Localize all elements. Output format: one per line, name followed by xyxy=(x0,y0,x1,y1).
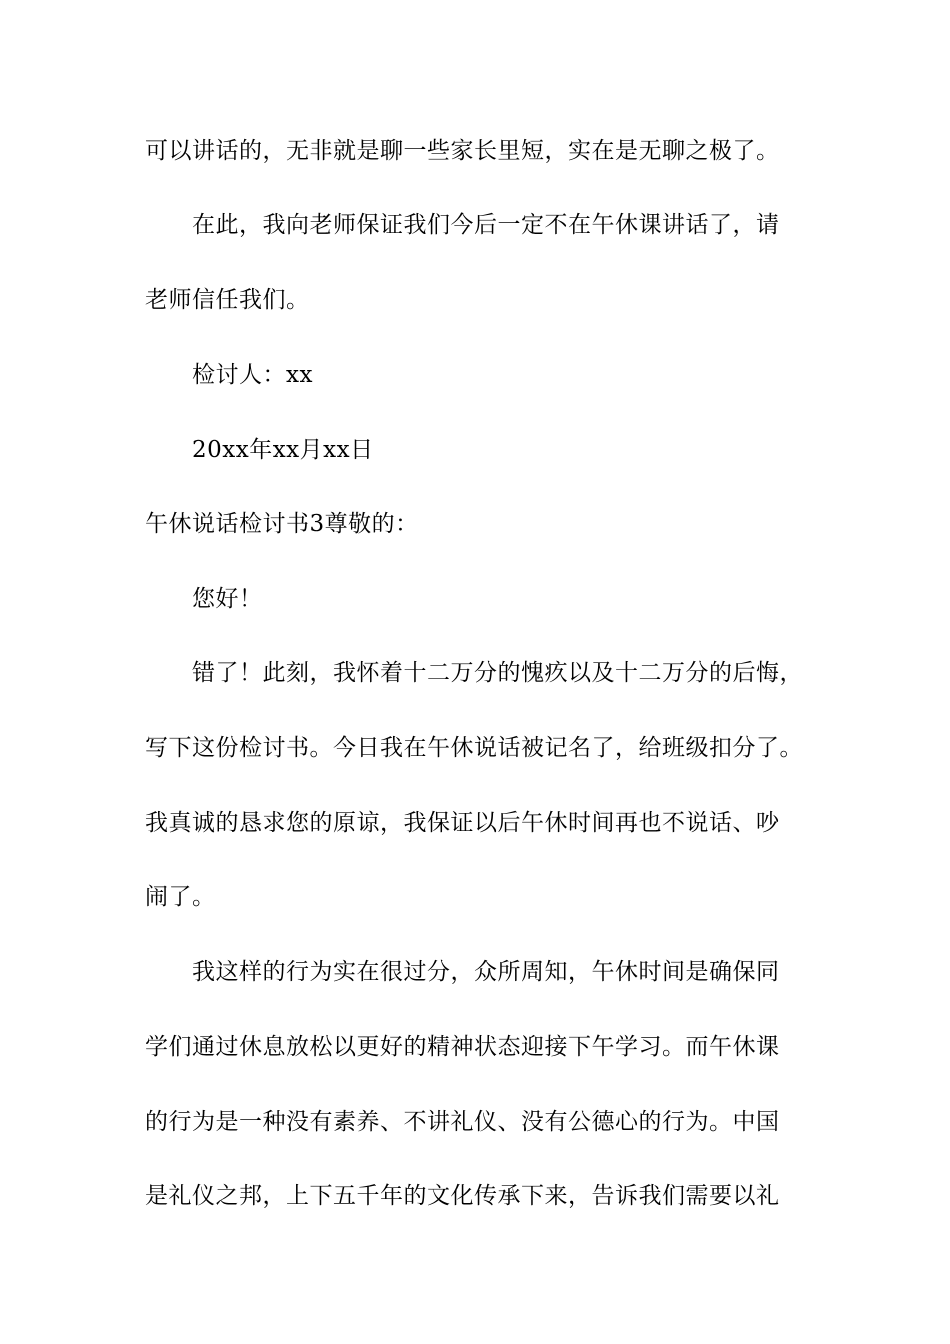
greeting-line: 您好！ xyxy=(192,586,263,612)
text-line-8: 错了！此刻，我怀着十二万分的愧疚以及十二万分的后悔， xyxy=(192,660,803,686)
date-line: 20xx年xx月xx日 xyxy=(192,437,374,463)
text-line-13: 学们通过休息放松以更好的精神状态迎接下午学习。而午休课 xyxy=(145,1034,780,1060)
text-line-1: 可以讲话的，无非就是聊一些家长里短，实在是无聊之极了。 xyxy=(145,138,780,164)
text-line-2: 在此，我向老师保证我们今后一定不在午休课讲话了，请 xyxy=(192,212,780,238)
text-line-14: 的行为是一种没有素养、不讲礼仪、没有公德心的行为。中国 xyxy=(145,1109,780,1135)
text-line-3: 老师信任我们。 xyxy=(145,287,310,313)
text-line-15: 是礼仪之邦，上下五千年的文化传承下来，告诉我们需要以礼 xyxy=(145,1183,780,1209)
text-line-9: 写下这份检讨书。今日我在午休说话被记名了，给班级扣分了。 xyxy=(145,735,803,761)
text-line-12: 我这样的行为实在很过分，众所周知，午休时间是确保同 xyxy=(192,959,780,985)
text-line-10: 我真诚的恳求您的原谅，我保证以后午休时间再也不说话、吵 xyxy=(145,810,780,836)
section-heading: 午休说话检讨书3尊敬的： xyxy=(145,511,419,537)
signature-line: 检讨人：xx xyxy=(192,362,313,388)
text-line-11: 闹了。 xyxy=(145,884,216,910)
